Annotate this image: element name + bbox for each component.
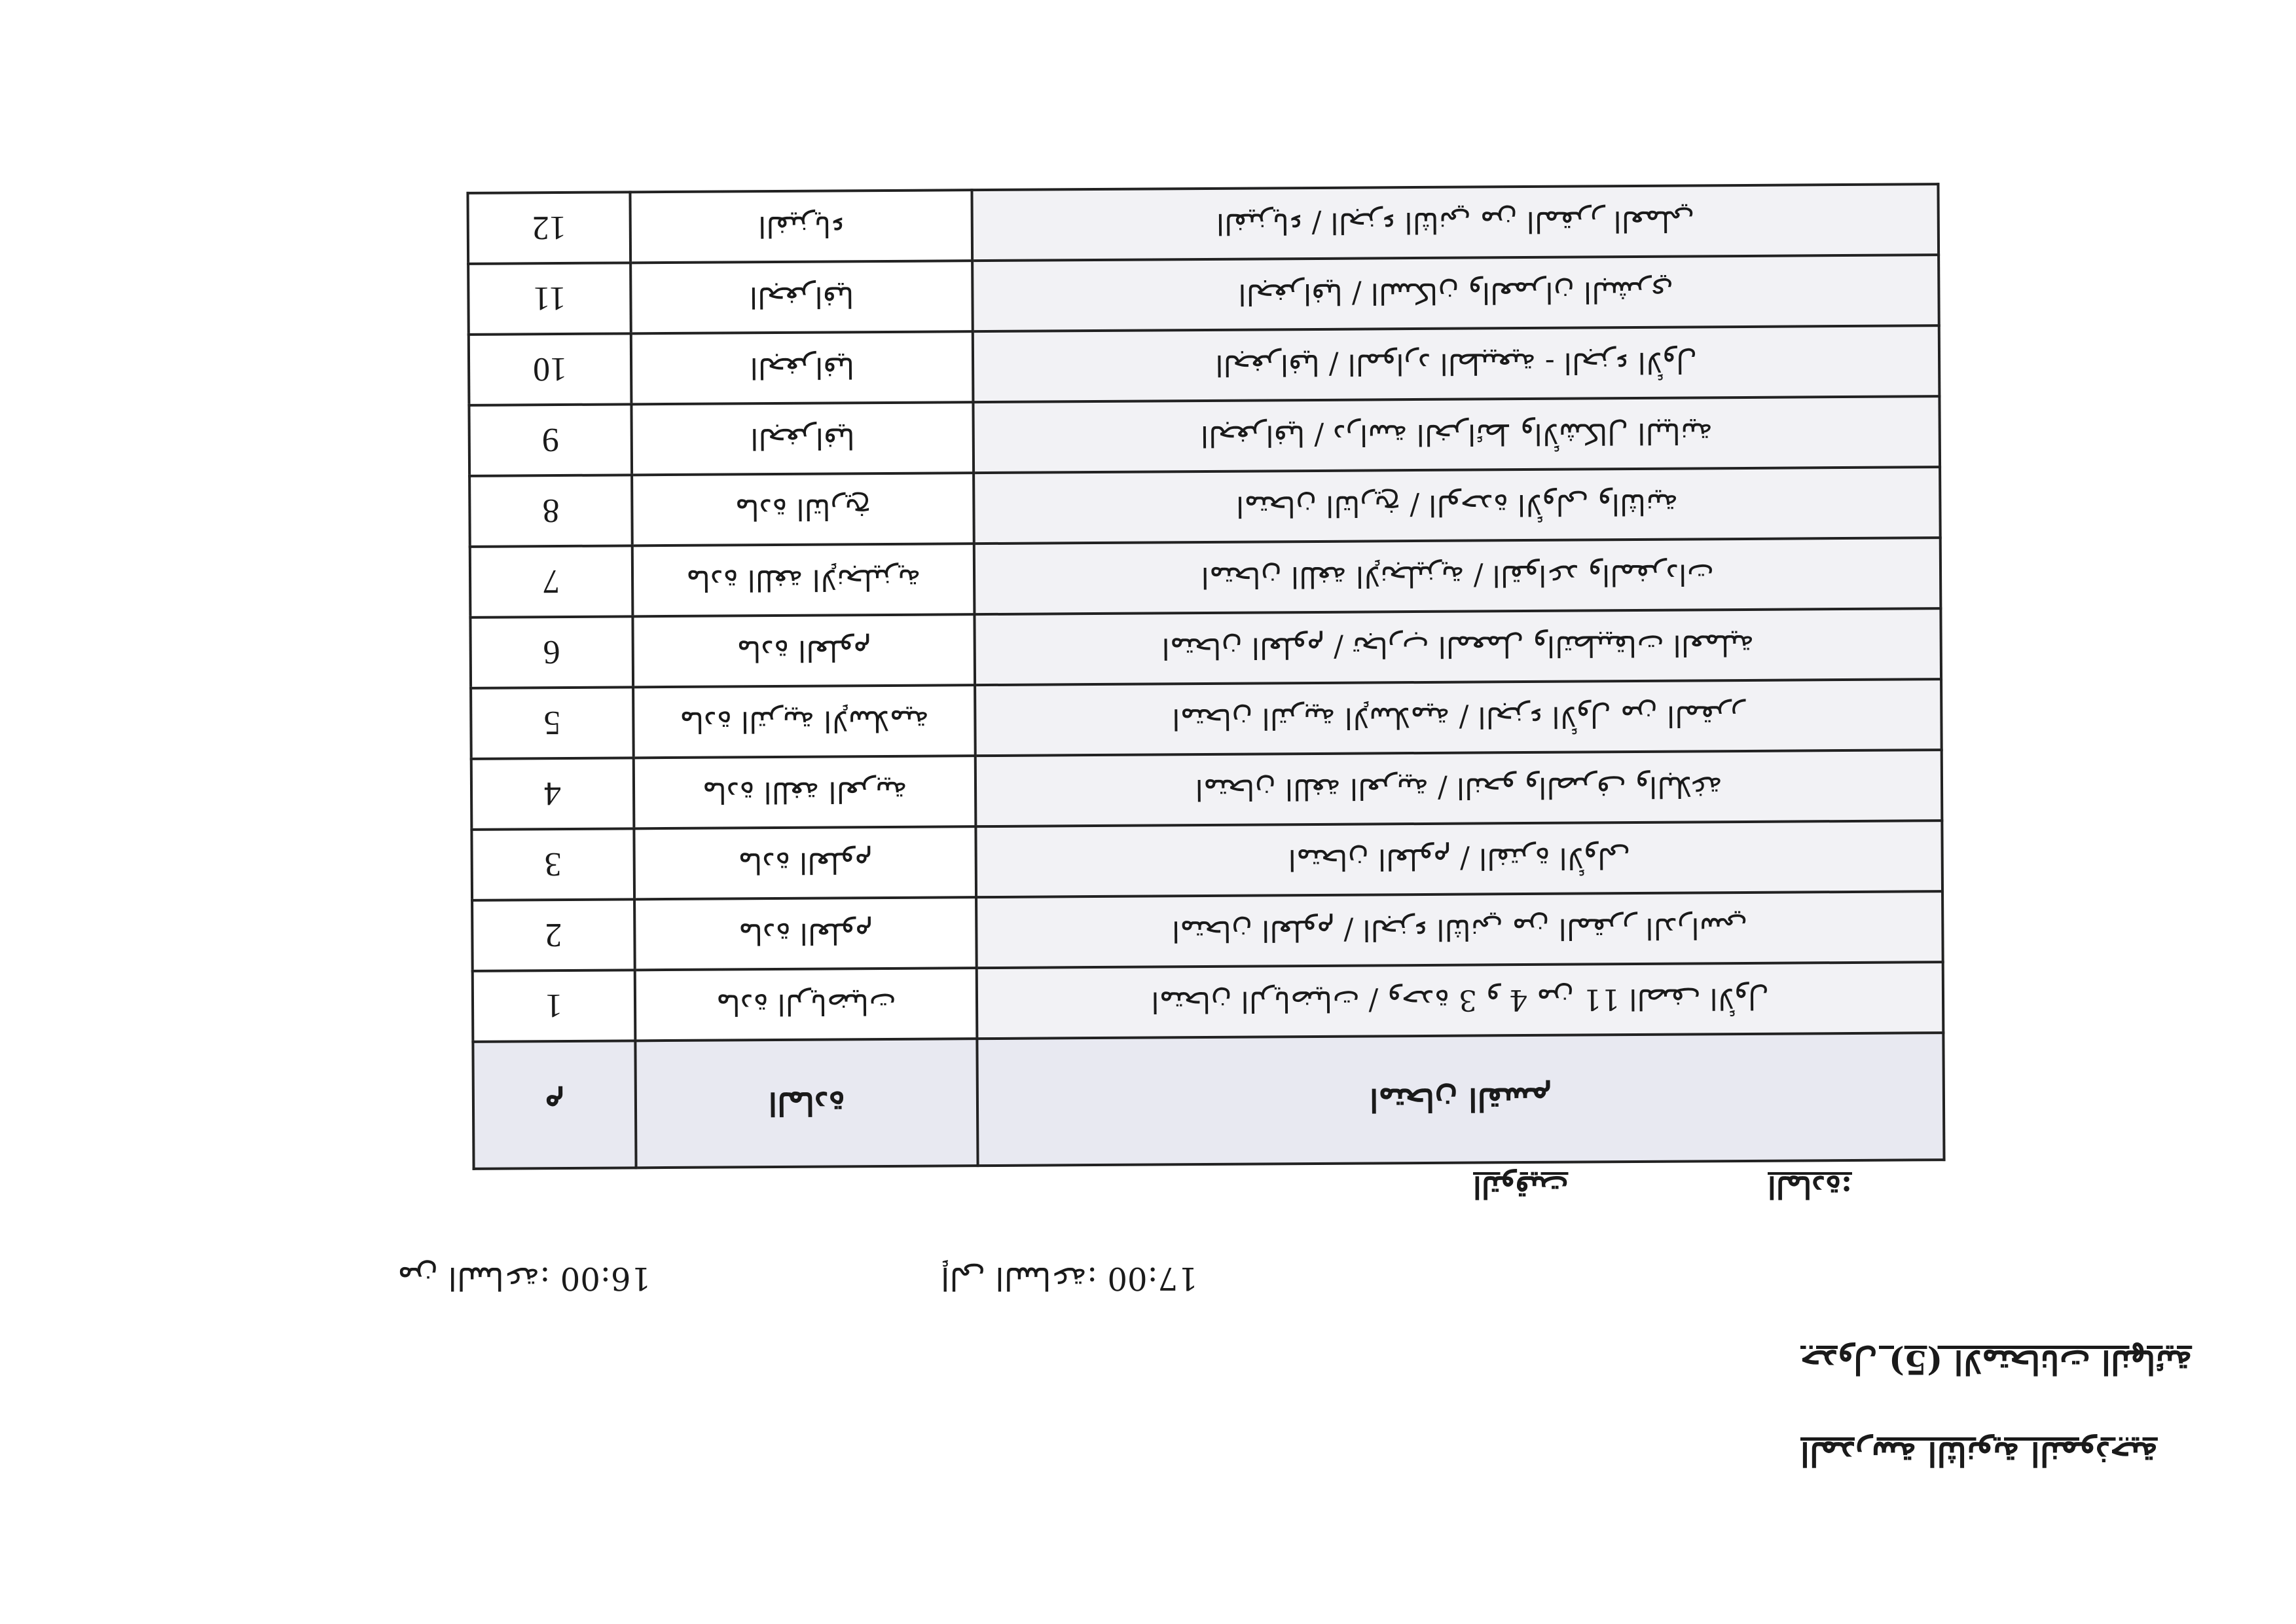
row-number: 11 xyxy=(468,263,631,335)
table-row xyxy=(469,325,1940,405)
row-number: 12 xyxy=(467,192,630,264)
row-subject: مادة التربية الإسلامية xyxy=(633,685,975,758)
timing-label: التوقيت xyxy=(1473,1170,1569,1205)
row-number: 3 xyxy=(471,828,634,900)
row-number: 2 xyxy=(472,899,635,971)
row-exam: امتحان العلوم / الفترة الأولى xyxy=(976,821,1942,897)
row-exam: امتحان اللغة العربية / النحو والصرف والبلاغة xyxy=(975,750,1942,826)
row-exam: الجغرافيا / السكان والعمران البشري xyxy=(972,255,1939,331)
time-to xyxy=(941,1260,1281,1297)
row-subject: مادة العلوم xyxy=(634,826,976,899)
table-row xyxy=(467,184,1939,264)
row-exam: الجغرافيا / الموارد الطبيعية - الجزء الأول xyxy=(973,325,1939,402)
row-exam: الفيزياء / الجزء الثاني من المقرر العملي xyxy=(972,184,1939,261)
table-row xyxy=(471,750,1942,830)
row-exam: امتحان التاريخ / الوحدة الأولى والثانية xyxy=(974,467,1940,544)
header-number: م xyxy=(473,1041,636,1169)
row-number: 10 xyxy=(469,333,632,405)
row-number: 9 xyxy=(469,404,632,476)
row-subject: مادة اللغة الإنجليزية xyxy=(632,544,975,616)
school-name: المدرسة الثانوية النموذجية xyxy=(1800,1435,2158,1473)
header-exam: امتحان القسم xyxy=(977,1033,1944,1166)
row-subject: مادة اللغة العربية xyxy=(634,756,976,828)
table-row xyxy=(468,255,1939,335)
table-row xyxy=(471,821,1942,900)
row-number: 4 xyxy=(471,758,634,830)
row-exam: امتحان العلوم / الجزء الثاني من المقرر الدراسي xyxy=(976,891,1942,968)
row-subject: الجغرافيا xyxy=(630,261,973,333)
row-exam: امتحان اللغة الإنجليزية / القواعد والمفردات xyxy=(974,538,1941,614)
table-row xyxy=(470,538,1941,618)
table-header-row xyxy=(473,1033,1944,1169)
row-subject: الجغرافيا xyxy=(631,402,974,475)
row-exam: امتحان التربية الإسلامية / الجزء الأول من المقرر xyxy=(975,679,1941,756)
table-row xyxy=(471,679,1942,759)
row-number: 1 xyxy=(473,970,636,1042)
time-from xyxy=(397,1260,725,1297)
row-number: 8 xyxy=(469,475,632,547)
row-subject: مادة التاريخ xyxy=(632,473,974,545)
table-row xyxy=(470,608,1941,688)
schedule-title: جدول (5) الامتحانات النهائية xyxy=(1800,1343,2193,1382)
row-exam: امتحان الرياضيات / وحدة 3 و 4 من 11 الصف الأول xyxy=(977,962,1943,1039)
schedule-table xyxy=(466,183,1945,1170)
row-number: 6 xyxy=(470,616,633,688)
time-to-label: إلى الساعة: xyxy=(941,1260,1098,1297)
table-row xyxy=(469,396,1940,476)
row-number: 5 xyxy=(471,687,634,759)
table-row xyxy=(469,467,1941,547)
row-subject: مادة الرياضيات xyxy=(635,968,977,1041)
row-subject: مادة العلوم xyxy=(634,897,977,970)
row-subject: الجغرافيا xyxy=(631,331,974,404)
time-to-value: 17:00 xyxy=(1107,1260,1198,1297)
table-row xyxy=(472,891,1943,971)
header-subject: المادة xyxy=(635,1039,977,1168)
row-number: 7 xyxy=(470,545,633,618)
row-exam: امتحان العلوم / تجارب المعمل والتطبيقات العملية xyxy=(975,608,1941,685)
time-from-value: 16:00 xyxy=(560,1260,651,1297)
table-row xyxy=(473,962,1944,1042)
time-from-label: من الساعة: xyxy=(397,1260,551,1297)
row-exam: الجغرافيا / دراسة الخرائط والأشكال البيانية xyxy=(974,396,1940,473)
row-subject: الفيزياء xyxy=(630,190,972,263)
subject-label: المادة: xyxy=(1768,1170,1852,1205)
row-subject: مادة العلوم xyxy=(632,614,975,687)
